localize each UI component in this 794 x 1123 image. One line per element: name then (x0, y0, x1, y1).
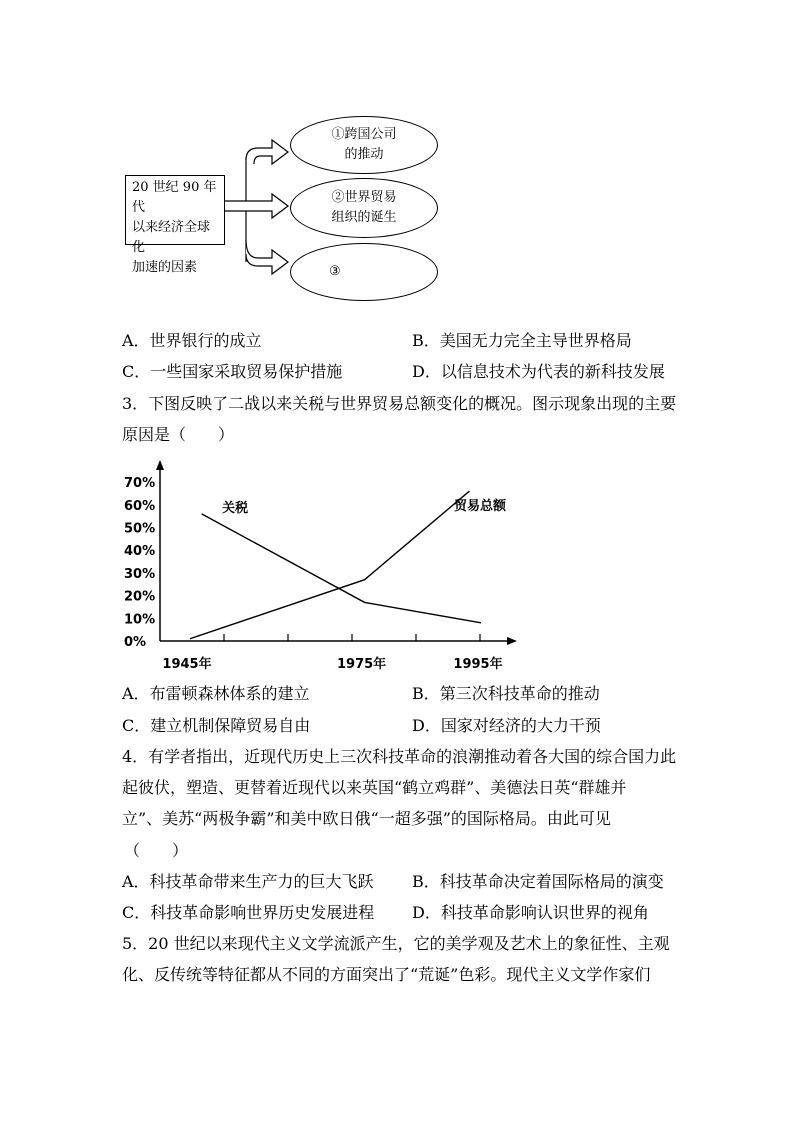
q3-option-c[interactable]: C．建立机制保障贸易自由 (122, 716, 311, 735)
y-tick-label: 20% (124, 589, 156, 605)
q5-stem-line-1: 5．20 世纪以来现代主义文学流派产生，它的美学观及艺术上的象征性、主观 (122, 934, 670, 953)
x-axis-arrow (507, 637, 517, 645)
q2-option-b[interactable]: B．美国无力完全主导世界格局 (412, 331, 632, 350)
factor-oval-1 (290, 116, 438, 174)
y-tick-label: 50% (124, 521, 156, 537)
y-axis-arrow (156, 460, 164, 470)
tariff-trade-chart (0, 450, 794, 690)
x-tick-label: 1975年 (337, 657, 387, 672)
q4-option-c[interactable]: C．科技革命影响世界历史发展进程 (122, 903, 375, 922)
source-box-line-2: 以来经济全球化 (132, 220, 211, 255)
q2-option-c[interactable]: C．一些国家采取贸易保护措施 (122, 362, 343, 381)
q3-stem-line-2: 原因是（ ） (122, 425, 235, 444)
series-line-tariff (202, 514, 481, 623)
q3-stem-line-1: 3．下图反映了二战以来关税与世界贸易总额变化的概况。图示现象出现的主要 (122, 394, 677, 413)
q2-option-a[interactable]: A．世界银行的成立 (122, 331, 262, 350)
y-tick-label: 60% (124, 498, 156, 514)
y-tick-label: 0% (124, 635, 147, 650)
arrow-to-factor-3 (246, 240, 288, 274)
q4-stem-line-4: （ ） (124, 841, 189, 860)
q5-stem-line-2: 化、反传统等特征都从不同的方面突出了“荒诞”色彩。现代主义文学作家们 (122, 965, 651, 984)
y-tick-label: 70% (124, 476, 156, 492)
series-label-trade-total: 贸易总额 (454, 499, 507, 514)
factor-2-line-2: 组织的诞生 (331, 210, 397, 225)
factor-3-line-1: ③ (329, 264, 341, 279)
series-label-tariff: 关税 (222, 501, 249, 516)
arrow-to-factor-2 (224, 194, 288, 218)
q3-option-a[interactable]: A．布雷顿森林体系的建立 (122, 684, 310, 703)
q4-option-b[interactable]: B．科技革命决定着国际格局的演变 (412, 872, 664, 891)
factor-oval-3 (290, 243, 438, 301)
q4-option-a[interactable]: A．科技革命带来生产力的巨大飞跃 (122, 872, 374, 891)
factor-oval-2 (290, 178, 438, 238)
source-box-line-1: 20 世纪 90 年代 (132, 180, 217, 215)
q2-option-d[interactable]: D．以信息技术为代表的新科技发展 (412, 362, 665, 381)
factor-1-line-2: 的推动 (344, 147, 384, 162)
q4-stem-line-2: 起彼伏，塑造、更替着近现代以来英国“鹤立鸡群”、美德法日英“群雄并 (122, 778, 627, 797)
x-tick-label: 1995年 (453, 657, 503, 672)
arrow-to-factor-1 (246, 140, 288, 164)
factor-1-line-1: ①跨国公司 (331, 127, 397, 142)
y-tick-label: 40% (124, 544, 156, 560)
q4-stem-line-1: 4．有学者指出，近现代历史上三次科技革命的浪潮推动着各大国的综合国力此 (122, 747, 677, 766)
q4-option-d[interactable]: D．科技革命影响认识世界的视角 (412, 903, 649, 922)
q3-option-d[interactable]: D．国家对经济的大力干预 (412, 716, 601, 735)
factor-2-line-1: ②世界贸易 (331, 190, 397, 205)
source-box-line-3: 加速的因素 (132, 260, 198, 275)
y-tick-label: 10% (124, 612, 156, 628)
q4-stem-line-3: 立”、美苏“两极争霸”和美中欧日俄“一超多强”的国际格局。由此可见 (122, 809, 611, 828)
x-tick-label: 1945年 (162, 657, 212, 672)
y-tick-label: 30% (124, 566, 156, 582)
q3-option-b[interactable]: B．第三次科技革命的推动 (412, 684, 600, 703)
source-box (125, 175, 225, 275)
